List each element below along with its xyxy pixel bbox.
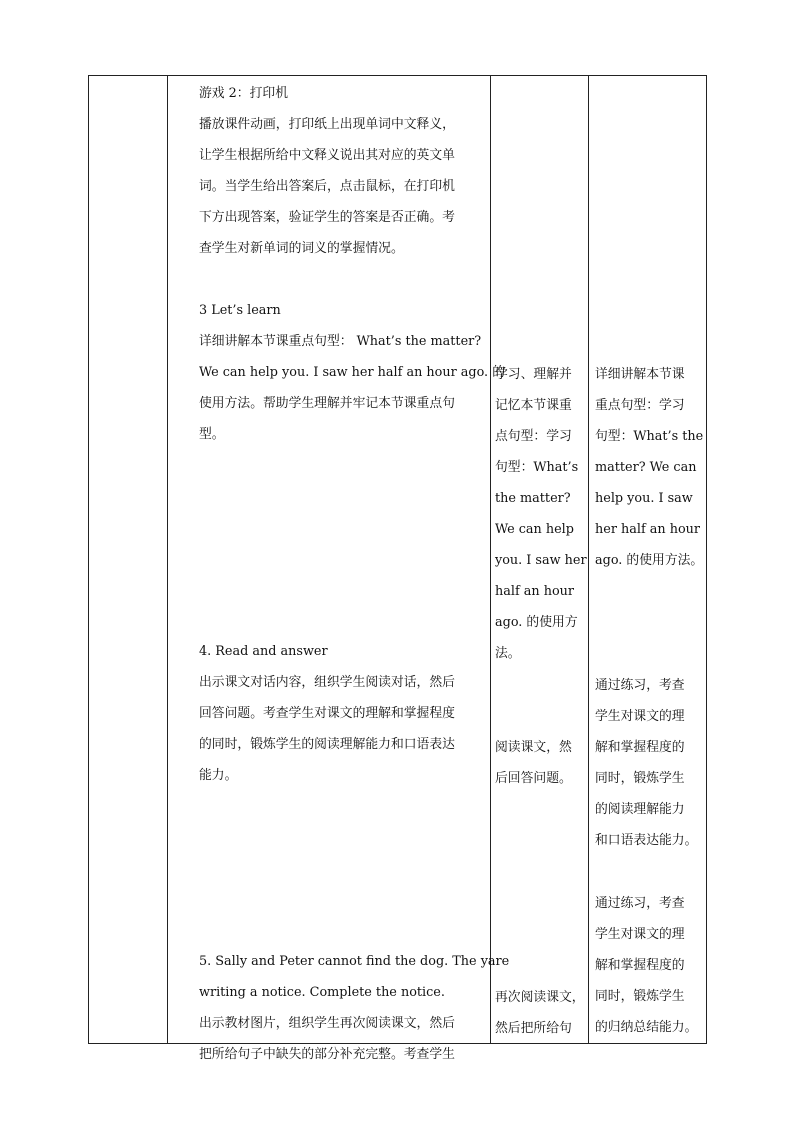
text-line: 句型：What’s the [595, 429, 704, 444]
text-line: her half an hour [595, 522, 701, 537]
text-line: 再次阅读课文， [495, 990, 585, 1005]
text-line: 详细讲解本节课重点句型： What’s the matter? [199, 334, 482, 349]
text-line: 学习、理解并 [495, 367, 572, 382]
text-line: 详细讲解本节课 [595, 367, 685, 382]
text-line [199, 853, 479, 884]
text-line: you. I saw her [495, 553, 587, 568]
text-line: 回答问题。考查学生对课文的理解和掌握程度 [199, 706, 455, 721]
text-line: We can help [495, 522, 574, 537]
text-line [199, 264, 479, 295]
text-line [199, 512, 479, 543]
text-line: 然后把所给句 [495, 1021, 572, 1036]
text-line: 同时，锻炼学生 [595, 771, 685, 786]
text-line: the matter? [495, 491, 571, 506]
text-line: 记忆本节课重 [495, 398, 572, 413]
text-line: 4. Read and answer [199, 644, 328, 659]
text-line: half an hour [495, 584, 575, 599]
text-line: 能力。 [199, 768, 238, 783]
student-activities-cell-b [495, 732, 585, 794]
student-activities-cell-c [495, 982, 585, 1044]
text-line [199, 791, 479, 822]
text-line: 句型：What’s [495, 460, 579, 475]
design-intent-cell-b [595, 670, 705, 856]
text-line: 同时，锻炼学生 [595, 989, 685, 1004]
text-line: 点句型：学习 [495, 429, 572, 444]
text-line [199, 822, 479, 853]
lesson-plan-table [88, 75, 707, 1062]
text-line: 后回答问题。 [495, 771, 572, 786]
student-activities-cell-a [495, 359, 585, 669]
text-line: 的归纳总结能力。 [595, 1020, 698, 1035]
text-line [199, 543, 479, 574]
text-line: 把所给句子中缺失的部分补充完整。考查学生 [199, 1047, 455, 1062]
text-line: 5. Sally and Peter cannot find the dog. The yare [199, 954, 510, 969]
text-line [199, 605, 479, 636]
text-line: matter? We can [595, 460, 697, 475]
text-line [199, 450, 479, 481]
teaching-activities-cell [199, 78, 510, 1070]
text-line [199, 884, 479, 915]
text-line: 3 Let’s learn [199, 303, 281, 318]
text-line: 让学生根据所给中文释义说出其对应的英文单 [199, 148, 455, 163]
text-line: 通过练习，考查 [595, 678, 685, 693]
text-line: 查学生对新单词的词义的掌握情况。 [199, 241, 404, 256]
text-line: 法。 [495, 646, 521, 661]
text-line [199, 574, 479, 605]
text-line: 的同时，锻炼学生的阅读理解能力和口语表达 [199, 737, 455, 752]
design-intent-cell-a [595, 359, 705, 576]
text-line: 下方出现答案，验证学生的答案是否正确。考 [199, 210, 455, 225]
text-line: 的阅读理解能力 [595, 802, 685, 817]
text-line: We can help you. I saw her half an hour ago. 的 [199, 365, 505, 380]
text-line: ago. 的使用方 [495, 615, 578, 630]
column-divider-2 [490, 76, 491, 1043]
design-intent-cell-c [595, 888, 705, 1043]
text-line: 解和掌握程度的 [595, 958, 685, 973]
text-line: 型。 [199, 427, 225, 442]
text-line: 出示课文对话内容，组织学生阅读对话，然后 [199, 675, 455, 690]
column-divider-1 [167, 76, 168, 1043]
text-line: 学生对课文的理 [595, 709, 685, 724]
text-line [199, 481, 479, 512]
text-line [199, 915, 479, 946]
text-line: 和口语表达能力。 [595, 833, 698, 848]
text-line: ago. 的使用方法。 [595, 553, 704, 568]
column-divider-3 [588, 76, 589, 1043]
text-line: 通过练习，考查 [595, 896, 685, 911]
text-line: 学生对课文的理 [595, 927, 685, 942]
text-line: 重点句型：学习 [595, 398, 685, 413]
text-line: 阅读课文，然 [495, 740, 572, 755]
text-line: 出示教材图片，组织学生再次阅读课文，然后 [199, 1016, 455, 1031]
text-line: 播放课件动画，打印纸上出现单词中文释义， [199, 117, 455, 132]
text-line: 使用方法。帮助学生理解并牢记本节课重点句 [199, 396, 455, 411]
text-line: help you. I saw [595, 491, 693, 506]
text-line: 词。当学生给出答案后，点击鼠标，在打印机 [199, 179, 455, 194]
text-line: 解和掌握程度的 [595, 740, 685, 755]
text-line: 游戏 2：打印机 [199, 86, 288, 101]
text-line: writing a notice. Complete the notice. [199, 985, 445, 1000]
